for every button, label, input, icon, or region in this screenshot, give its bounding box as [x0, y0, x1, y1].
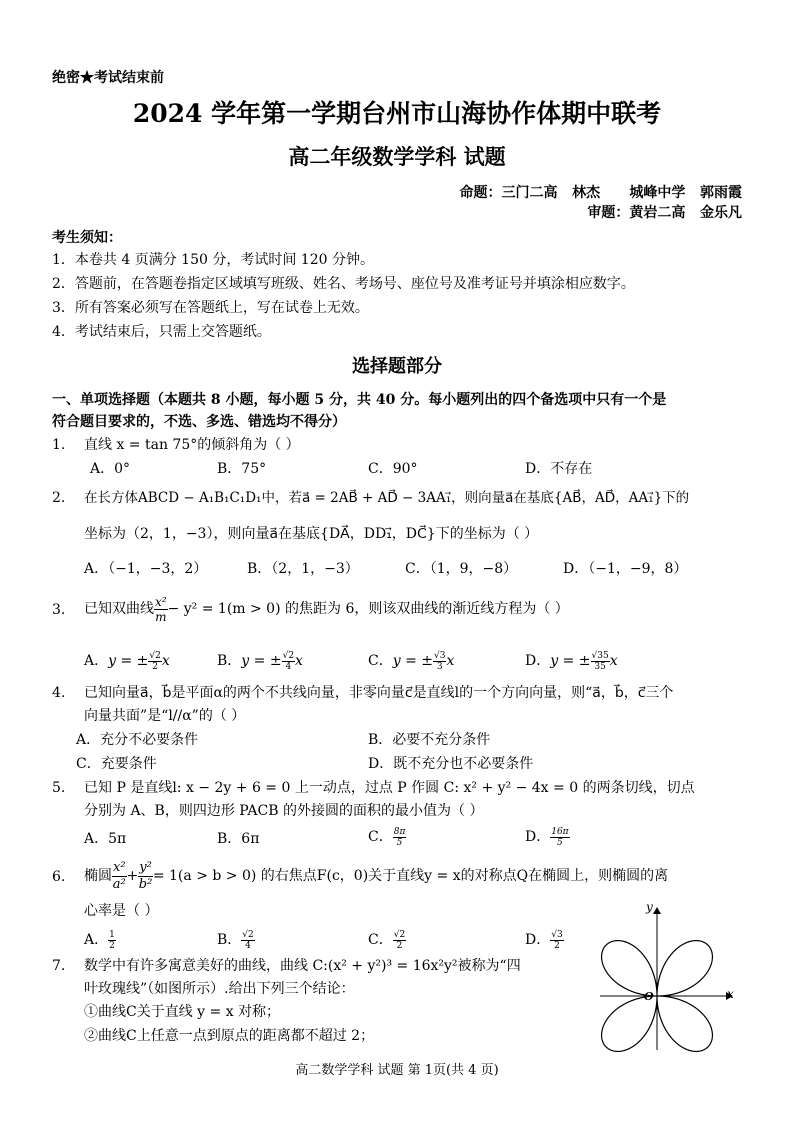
- origin-label: O: [644, 990, 654, 1003]
- notice-item-2: 2．答题前，在答题卷指定区域填写班级、姓名、考场号、座位号及准考证号并填涂相应数字。: [52, 276, 635, 292]
- section-intro-line-1: 一、单项选择题（本题共 8 小题，每小题 5 分，共 40 分。每小题列出的四个备选项中只有一个是: [52, 392, 667, 408]
- q3-option-c: C．y = ± $\frac{√3}{3}$ x: [368, 650, 455, 672]
- q3-stem-post: − y² = 1(m > 0) 的焦距为 6，则该双曲线的渐近线方程为（ ）: [167, 601, 569, 617]
- q6-option-c: C． $\frac{√2}{2}$: [368, 929, 406, 951]
- q1-stem: 直线 x = tan 75°的倾斜角为（ ）: [84, 437, 300, 453]
- y-axis-label: y: [646, 900, 653, 914]
- q7-stem-line-1: 数学中有许多寓意美好的曲线，曲线 C:(x² + y²)³ = 16x²y²被称为“四: [84, 958, 521, 974]
- notice-item-1: 1．本卷共 4 页满分 150 分，考试时间 120 分钟。: [52, 252, 374, 268]
- q5-option-d: D． $\frac{16\pi}{5}$: [525, 826, 569, 848]
- q1-option-b: B．75°: [217, 461, 267, 477]
- q3-option-a: A．y = ± $\frac{√2}{2}$ x: [84, 650, 170, 672]
- q7-stem-line-2: 叶玫瑰线”（如图所示）.给出下列三个结论：: [84, 981, 355, 997]
- q7-conclusion-2: ②曲线C上任意一点到原点的距离都不超过 2；: [84, 1028, 375, 1044]
- q4-option-d: D．既不充分也不必要条件: [368, 756, 534, 772]
- q1-option-c: C．90°: [368, 461, 418, 477]
- q6-option-b: B． $\frac{√2}{4}$: [217, 929, 254, 951]
- q5-option-c: C． $\frac{8\pi}{5}$: [368, 826, 406, 848]
- q2-option-b: B．（2，1，−3）: [247, 561, 359, 577]
- q5-option-a: A．5π: [84, 831, 127, 847]
- q2-option-c: C．（1，9，−8）: [405, 561, 518, 577]
- q3-frac-den: m: [155, 609, 167, 624]
- notice-item-4: 4．考试结束后，只需上交答题纸。: [52, 324, 271, 340]
- page-footer: 高二数学学科 试题 第 1页(共 4 页): [295, 1063, 499, 1078]
- q3-frac-num: x²: [155, 594, 167, 609]
- secret-label: 绝密★考试结束前: [52, 70, 164, 86]
- q4-stem-line-2: 向量共面”是“l//α”的（ ）: [84, 708, 246, 724]
- q7-number: 7.: [52, 958, 66, 974]
- q1-number: 1.: [52, 437, 66, 453]
- q1-option-a: A．0°: [90, 461, 131, 477]
- q5-stem-line-1: 已知 P 是直线l: x − 2y + 6 = 0 上一动点，过点 P 作圆 C: x² + y² − 4x = 0 的两条切线，切点: [84, 780, 695, 796]
- q3-number: 3.: [52, 602, 66, 618]
- section-title: 选择题部分: [352, 356, 442, 377]
- q6-stem: 椭圆 $\frac{\text{x²}}{\text{a²}}$ + $\frac{\text{y²}}{\text{b²}}$ = 1(a > b > 0) 的右焦点F(c，0)关于直线y = x的对称点Q在椭圆上，则椭圆的离: [84, 859, 669, 892]
- q6-stem-line-2: 心率是（ ）: [84, 903, 159, 919]
- q4-option-c: C．充要条件: [76, 756, 157, 772]
- q3-fraction: [154, 595, 168, 624]
- notice-title: 考生须知：: [52, 230, 122, 246]
- authors-line-2: 审题：黄岩二高 金乐凡: [587, 205, 742, 221]
- q6-number: 6.: [52, 869, 66, 885]
- q3-stem-pre: 已知双曲线: [84, 601, 154, 617]
- q3-option-b: B．y = ± $\frac{√2}{4}$ x: [217, 650, 303, 672]
- q2-number: 2.: [52, 490, 66, 506]
- q2-stem-line-2: 坐标为（2，1，−3），则向量a⃗在基底{DA⃗，DD₁⃗，DC⃗}下的坐标为（ ）: [84, 526, 539, 542]
- q1-option-d: D．不存在: [525, 461, 593, 477]
- q6-option-d: D． $\frac{√3}{2}$: [525, 929, 563, 951]
- q3-stem: [84, 592, 569, 626]
- q5-number: 5.: [52, 780, 66, 796]
- four-leaf-rose-figure: [596, 896, 742, 1054]
- authors-line-1: 命题：三门二高 林杰 城峰中学 郭雨霞: [459, 185, 742, 201]
- q4-option-a: A．充分不必要条件: [76, 732, 199, 748]
- q5-stem-line-2: 分别为 A、B，则四边形 PACB 的外接圆的面积的最小值为（ ）: [84, 803, 484, 819]
- notice-item-3: 3．所有答案必须写在答题纸上，写在试卷上无效。: [52, 300, 369, 316]
- exam-subtitle: 高二年级数学学科 试题: [288, 144, 506, 169]
- q7-conclusion-1: ①曲线C关于直线 y = x 对称；: [84, 1004, 281, 1020]
- q4-option-b: B．必要不充分条件: [368, 732, 491, 748]
- q2-stem-line-1: 在长方体ABCD − A₁B₁C₁D₁中，若a⃗ = 2AB⃗ + AD⃗ − 3AA₁⃗，则向量a⃗在基底{AB⃗，AD⃗，AA₁⃗}下的: [84, 490, 690, 506]
- q3-option-d: D．y = ± $\frac{√35}{35}$ x: [525, 650, 618, 672]
- q4-stem-line-1: 已知向量a⃗，b⃗是平面α的两个不共线向量，非零向量c⃗是直线l的一个方向向量，则“a⃗，b⃗，c⃗三个: [84, 685, 674, 701]
- q4-number: 4.: [52, 685, 66, 701]
- section-intro-line-2: 符合题目要求的，不选、多选、错选均不得分）: [52, 414, 346, 430]
- q2-option-a: A．（−1，−3，2）: [84, 561, 208, 577]
- q5-option-b: B．6π: [217, 831, 260, 847]
- q2-option-d: D．（−1，−9，8）: [563, 561, 688, 577]
- exam-title: 2024 学年第一学期台州市山海协作体期中联考: [132, 99, 662, 128]
- q6-option-a: A． $\frac{1}{2}$: [84, 929, 115, 951]
- x-axis-label: x: [727, 987, 734, 1001]
